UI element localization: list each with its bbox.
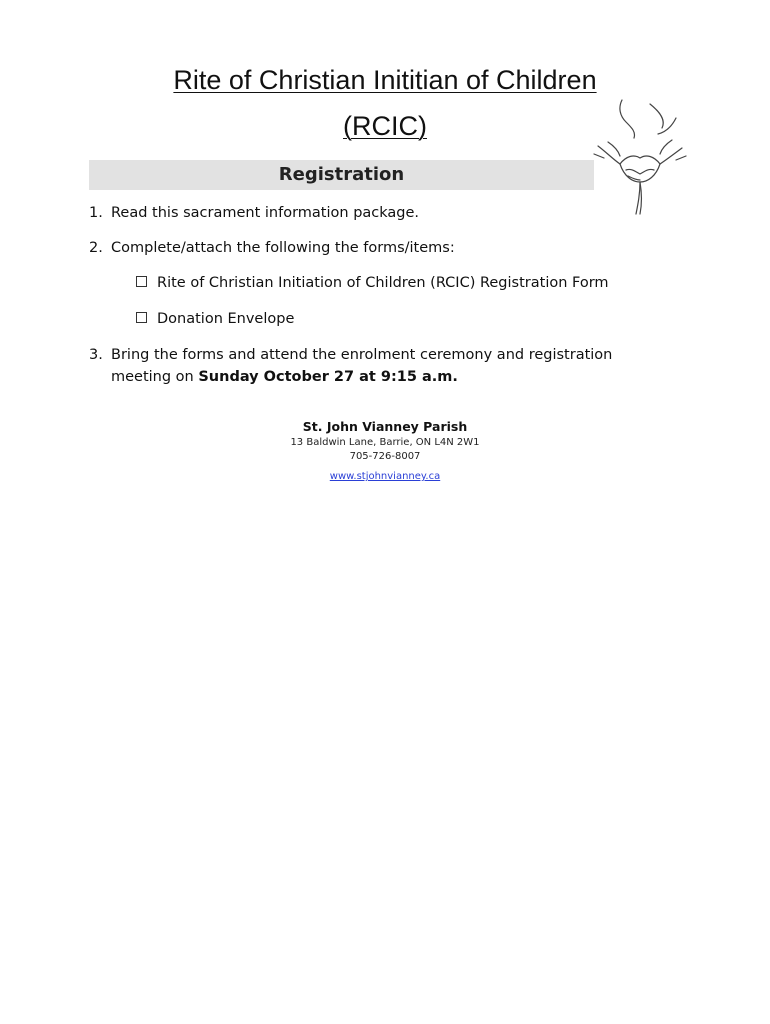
step-2	[89, 237, 649, 259]
document-title: Rite of Christian Inititian of Children	[173, 65, 597, 95]
parish-address: 13 Baldwin Lane, Barrie, ON L4N 2W1	[290, 437, 480, 448]
parish-contact-block	[0, 418, 770, 484]
document-title-abbreviation: (RCIC)	[343, 111, 427, 141]
step-text-continued	[89, 366, 649, 388]
checklist-item-donation-envelope[interactable]	[136, 308, 294, 330]
step-3	[89, 344, 649, 388]
checklist-label: Rite of Christian Initiation of Children (RCIC) Registration Form	[157, 275, 609, 291]
checkbox[interactable]	[136, 276, 147, 287]
step-text: Bring the forms and attend the enrolment ceremony and registration	[111, 347, 613, 363]
step-text: Complete/attach the following the forms/items:	[111, 240, 455, 256]
checklist-item-registration-form[interactable]	[136, 272, 609, 294]
parish-phone: 705-726-8007	[349, 451, 421, 462]
step-number: 3.	[89, 347, 103, 363]
step-text: Read this sacrament information package.	[111, 205, 420, 221]
step-number: 1.	[89, 205, 103, 221]
registration-heading-bar	[89, 160, 594, 190]
registration-heading: Registration	[278, 164, 405, 185]
step-text-line2: meeting on	[111, 369, 194, 385]
checkbox[interactable]	[136, 312, 147, 323]
checklist-label: Donation Envelope	[157, 311, 295, 327]
step-number: 2.	[89, 240, 103, 256]
meeting-date: Sunday October 27 at 9:15 a.m.	[198, 369, 458, 385]
parish-website-link[interactable]: www.stjohnvianney.ca	[329, 471, 441, 482]
parish-name: St. John Vianney Parish	[302, 419, 468, 434]
step-1	[89, 202, 649, 224]
